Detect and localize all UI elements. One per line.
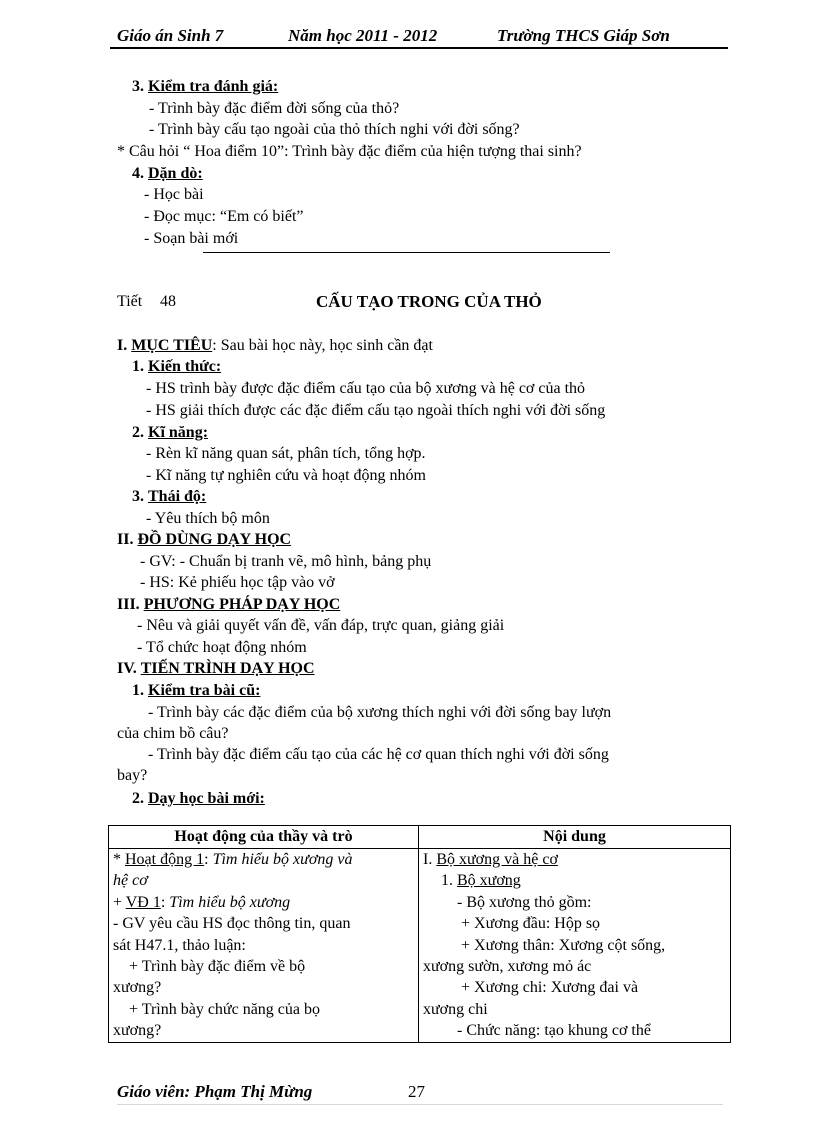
sec1-sub3-num: 3. [132, 488, 144, 505]
content-line: xương chi [423, 1000, 488, 1018]
sec2-item: - HS: Kẻ phiếu học tập vào vở [140, 574, 335, 591]
content-line: - Chức năng: tạo khung cơ thể [457, 1022, 651, 1040]
sec2-title: ĐỒ DÙNG DẠY HỌC [137, 531, 292, 548]
sec4-q1-line2: của chim bồ câu? [117, 725, 229, 742]
sec2-num: II. [117, 531, 134, 548]
sec1-sub1-item: - HS giải thích được các đặc điểm cấu tạo ngoài thích nghi với đời sống [146, 402, 606, 419]
sec4-sub1-heading [132, 681, 260, 701]
activity-line [113, 849, 414, 870]
activity-line: xương? [113, 979, 162, 997]
content-sub-label: Bộ xương [457, 872, 521, 890]
sec1-sub1-heading [132, 357, 221, 377]
vd-prefix: + [113, 893, 126, 911]
footer-teacher: Giáo viên: Phạm Thị Mừng [117, 1082, 313, 1101]
footer-rule [117, 1104, 723, 1105]
prev-s3-item: - Trình bày đặc điểm đời sống của thỏ? [149, 100, 400, 117]
period-label: Tiết [117, 293, 143, 310]
header-school: Trường THCS Giáp Sơn [497, 26, 670, 45]
vd-line [113, 892, 414, 913]
prev-s3-heading [132, 77, 278, 97]
sec3-item: - Nêu và giải quyết vấn đề, vấn đáp, trực quan, giảng giải [137, 617, 505, 634]
sec4-sub2-heading [132, 789, 265, 809]
flower-question: * Câu hỏi “ Hoa điểm 10”: Trình bày đặc điểm của hiện tượng thai sinh? [117, 143, 582, 160]
sec1-num: I. [117, 337, 128, 354]
sec4-sub1-title: Kiểm tra bài cũ: [148, 682, 261, 699]
prev-s3-num: 3. [132, 78, 144, 95]
vd-label: VĐ 1 [125, 893, 161, 911]
header-rule [110, 47, 728, 49]
content-section-line [423, 849, 726, 870]
sec1-sub1-item: - HS trình bày được đặc điểm cấu tạo của bộ xương và hệ cơ của thỏ [146, 380, 586, 397]
activity-colon: : [204, 851, 213, 868]
table-row [109, 849, 731, 1043]
col-content-header: Nội dung [419, 826, 731, 849]
activity-line: sát H47.1, thảo luận: [113, 936, 246, 954]
sec3-item: - Tổ chức hoạt động nhóm [137, 639, 307, 656]
vd-colon: : [160, 893, 170, 911]
sec1-sub1-num: 1. [132, 358, 144, 375]
col-activities-header: Hoạt động của thầy và trò [109, 826, 419, 849]
content-sec-prefix: I. [423, 851, 437, 868]
table-header-row [109, 826, 731, 849]
content-sec-label: Bộ xương và hệ cơ [436, 851, 558, 868]
sec4-q1-line1: - Trình bày các đặc điểm của bộ xương thích nghi với đời sống bay lượn [148, 704, 612, 721]
sec4-heading [117, 659, 315, 679]
vd-text: Tìm hiểu bộ xương [169, 893, 291, 911]
sec3-title: PHƯƠNG PHÁP DẠY HỌC [143, 596, 341, 613]
sec4-num: IV. [117, 660, 137, 677]
activity-text: Tìm hiểu bộ xương và [212, 851, 353, 868]
prev-s4-item: - Học bài [144, 186, 204, 203]
lesson-table [108, 825, 731, 1043]
activity-line: + Trình bày chức năng của bọ [113, 1000, 320, 1018]
sec1-sub2-title: Kĩ năng: [148, 424, 209, 441]
activity-line: + Trình bày đặc điểm về bộ [113, 958, 306, 976]
sec1-sub2-item: - Kĩ năng tự nghiên cứu và hoạt động nhóm [146, 467, 426, 484]
sec2-heading [117, 530, 291, 550]
period-number: 48 [160, 293, 176, 310]
prev-s4-title: Dặn dò: [148, 165, 203, 182]
prev-s3-title: Kiểm tra đánh giá: [148, 78, 279, 95]
prev-s3-item: - Trình bày cấu tạo ngoài của thỏ thích nghi với đời sống? [149, 121, 520, 138]
sec4-q2-line2: bay? [117, 767, 148, 784]
sec2-item: - GV: - Chuẩn bị tranh vẽ, mô hình, bảng phụ [140, 553, 432, 570]
sec4-sub2-title: Dạy học bài mới: [148, 790, 265, 807]
content-sub-line [423, 870, 726, 891]
sec4-title: TIẾN TRÌNH DẠY HỌC [140, 660, 315, 677]
sec4-sub2-num: 2. [132, 790, 144, 807]
prev-s4-heading [132, 164, 203, 184]
content-line: - Bộ xương thỏ gồm: [457, 893, 592, 911]
activity-prefix: * [113, 851, 125, 868]
sec1-sub3-title: Thái độ: [148, 488, 207, 505]
sec1-title: MỤC TIÊU [131, 337, 213, 354]
prev-s4-item: - Soạn bài mới [144, 230, 239, 247]
sec3-heading [117, 595, 340, 615]
content-cell [419, 849, 731, 1043]
content-line: + Xương chi: Xương đai và [461, 979, 639, 997]
header-year: Năm học 2011 - 2012 [288, 26, 438, 45]
sec1-sub1-title: Kiến thức: [148, 358, 222, 375]
sec1-heading [117, 336, 433, 356]
separator-line [203, 252, 610, 253]
activity-line: - GV yêu cầu HS đọc thông tin, quan [113, 915, 351, 933]
sec1-sub2-item: - Rèn kĩ năng quan sát, phân tích, tổng hợp. [146, 445, 426, 462]
sec1-sub3-item: - Yêu thích bộ môn [146, 510, 270, 527]
sec1-sub2-heading [132, 423, 208, 443]
activity-label: Hoạt động 1 [125, 851, 205, 868]
sec1-rest: : Sau bài học này, học sinh cần đạt [212, 337, 433, 354]
prev-s4-num: 4. [132, 165, 144, 182]
sec1-sub3-heading [132, 487, 206, 507]
sec4-sub1-num: 1. [132, 682, 144, 699]
prev-s4-item: - Đọc mục: “Em có biết” [144, 208, 304, 225]
content-line: + Xương thân: Xương cột sống, [461, 936, 666, 954]
sec3-num: III. [117, 596, 140, 613]
activities-cell [109, 849, 419, 1043]
lesson-title: CẤU TẠO TRONG CỦA THỎ [316, 292, 542, 311]
sec1-sub2-num: 2. [132, 424, 144, 441]
content-line: xương sườn, xương mỏ ác [423, 958, 592, 976]
activity-text-cont: hệ cơ [113, 872, 148, 890]
activity-line: xương? [113, 1022, 162, 1040]
page-number: 27 [408, 1082, 425, 1101]
sec4-q2-line1: - Trình bày đặc điểm cấu tạo của các hệ cơ quan thích nghi với đời sống [148, 746, 609, 763]
content-line: + Xương đầu: Hộp sọ [461, 915, 601, 933]
content-sub-prefix: 1. [441, 872, 457, 890]
header-subject: Giáo án Sinh 7 [117, 26, 224, 45]
